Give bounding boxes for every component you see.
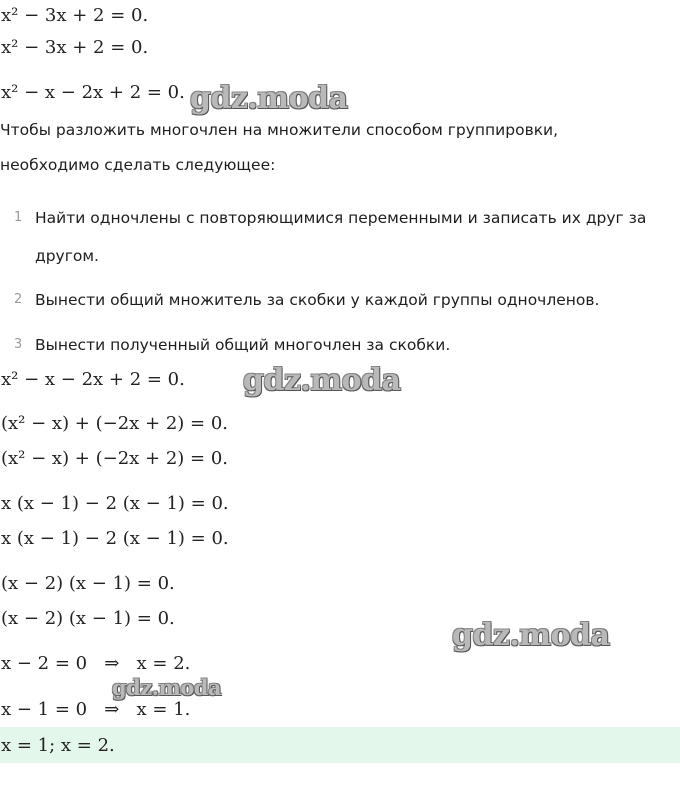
equation-11: x − 2 = 0 ⇒ x = 2.	[1, 653, 191, 674]
step-number: 2	[14, 292, 23, 307]
equation-7: x (x − 1) − 2 (x − 1) = 0.	[1, 493, 229, 514]
equation-3: x² − x − 2x + 2 = 0.	[1, 82, 185, 103]
equation-2: x² − 3x + 2 = 0.	[1, 37, 149, 58]
equation-10: (x − 2) (x − 1) = 0.	[1, 608, 175, 629]
intro-line-2: необходимо сделать следующее:	[0, 156, 276, 174]
step-text: Вынести общий множитель за скобки у каждой группы одночленов.	[35, 291, 600, 309]
step-number: 3	[14, 337, 23, 352]
step-text-continued: другом.	[35, 247, 99, 265]
equation-1: x² − 3x + 2 = 0.	[1, 5, 149, 26]
equation-6: (x² − x) + (−2x + 2) = 0.	[1, 448, 229, 469]
watermark: gdz.moda	[243, 363, 401, 398]
watermark: gdz.moda	[112, 675, 222, 700]
equation-5: (x² − x) + (−2x + 2) = 0.	[1, 413, 229, 434]
equation-8: x (x − 1) − 2 (x − 1) = 0.	[1, 528, 229, 549]
watermark: gdz.moda	[452, 618, 610, 653]
step-text: Найти одночлены с повторяющимися переменными и записать их друг за	[35, 209, 647, 227]
intro-line-1: Чтобы разложить многочлен на множители способом группировки,	[0, 121, 559, 139]
step-number: 1	[14, 210, 23, 225]
step-text: Вынести полученный общий многочлен за скобки.	[35, 336, 451, 354]
watermark: gdz.moda	[190, 81, 348, 116]
equation-9: (x − 2) (x − 1) = 0.	[1, 573, 175, 594]
equation-4: x² − x − 2x + 2 = 0.	[1, 369, 185, 390]
answer-box	[0, 727, 680, 763]
answer-equation: x = 1; x = 2.	[1, 735, 115, 756]
equation-12: x − 1 = 0 ⇒ x = 1.	[1, 699, 191, 720]
